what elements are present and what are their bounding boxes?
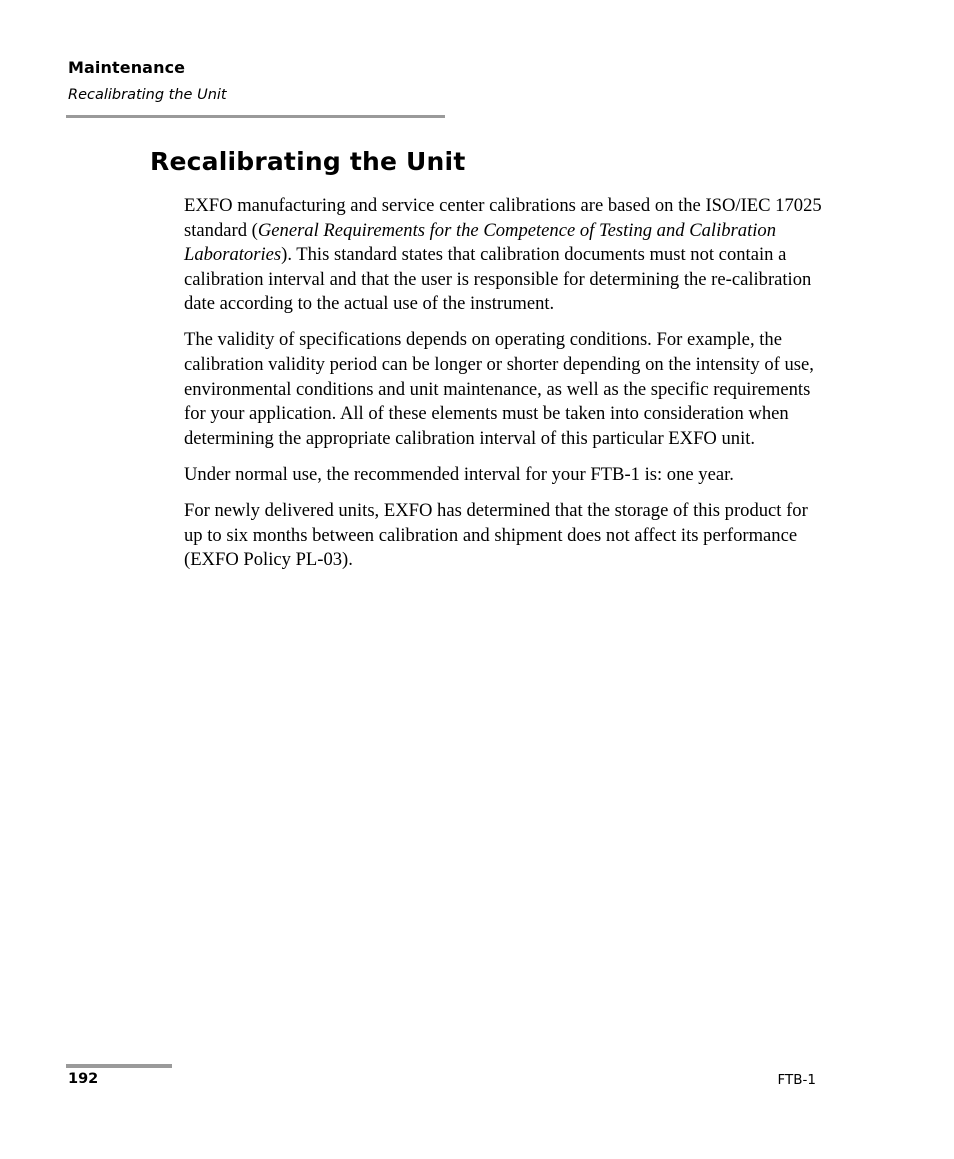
paragraph-calibration-standard (184, 194, 824, 317)
paragraph-text: EXFO manufacturing and service center calibrations are based on the ISO/IEC 17025 standard ( (184, 195, 822, 241)
paragraph-text: ). This standard states that calibration documents must not contain a calibration interval and that the user is responsible for determining the re-calibration date according to the actual use of the instrument. (184, 244, 812, 315)
header-divider (66, 115, 445, 118)
paragraph-recommended-interval: Under normal use, the recommended interval for your FTB-1 is: one year. (184, 463, 734, 485)
page-title: Recalibrating the Unit (150, 147, 466, 176)
product-name: FTB-1 (777, 1072, 816, 1088)
running-header-section: Maintenance (68, 58, 186, 77)
paragraph-storage: For newly delivered units, EXFO has determined that the storage of this product for up to six months between calibration and shipment does not affect its performance (EXFO Policy PL-03). (184, 500, 808, 571)
page-number: 192 (68, 1071, 99, 1087)
body-text (184, 194, 824, 584)
running-header-subsection: Recalibrating the Unit (68, 87, 227, 103)
standard-title: General Requirements for the Competence of Testing and Calibration Laboratories (184, 219, 777, 266)
paragraph-validity: The validity of specifications depends on operating conditions. For example, the calibration validity period can be longer or shorter depending on the intensity of use, environmental conditions and unit maintenance, as well as the specific requirements for your application. All of these elements must be taken into consideration when determining the appropriate calibration interval of this particular EXFO unit. (184, 329, 814, 449)
footer-divider (66, 1064, 172, 1068)
